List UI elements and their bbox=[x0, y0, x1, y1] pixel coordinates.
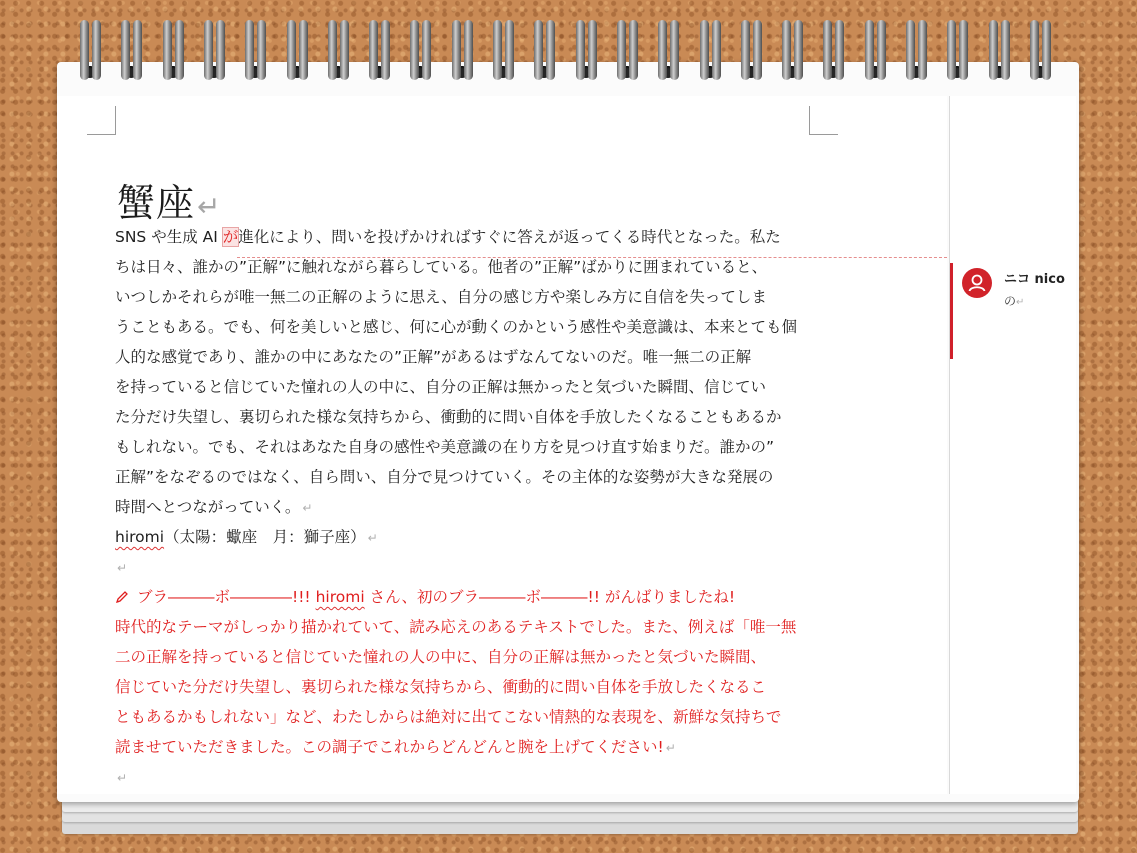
binding-ring bbox=[546, 20, 555, 80]
empty-line[interactable] bbox=[115, 762, 815, 792]
paragraph-mark-icon: ↵ bbox=[117, 561, 128, 575]
pencil-icon bbox=[115, 590, 129, 604]
binding-ring bbox=[617, 20, 626, 80]
binding-ring bbox=[877, 20, 886, 80]
author-signs[interactable]: （太陽：蠍座 月：獅子座） bbox=[164, 528, 366, 546]
comment-author: ニコ nico bbox=[1004, 272, 1065, 287]
binding-ring bbox=[204, 20, 213, 80]
binding-ring bbox=[80, 20, 89, 80]
binding-ring bbox=[989, 20, 998, 80]
binding-ring bbox=[340, 20, 349, 80]
binding-ring bbox=[835, 20, 844, 80]
binding-ring bbox=[493, 20, 502, 80]
author-line[interactable] bbox=[115, 522, 815, 552]
binding-ring bbox=[410, 20, 419, 80]
feedback-line[interactable]: 信じていた分だけ失望し、裏切られた様な気持ちから、衝動的に問い自体を手放したくなるこ bbox=[115, 678, 767, 696]
binding-ring bbox=[947, 20, 956, 80]
binding-ring bbox=[576, 20, 585, 80]
essay-line[interactable]: うこともある。でも、何を美しいと感じ、何に心が動くのかという感性や美意識は、本来とても個 bbox=[115, 318, 798, 336]
notebook-page bbox=[57, 62, 1079, 802]
essay-line[interactable]: 正解”をなぞるのではなく、自ら問い、自分で見つけていく。その主体的な姿勢が大きな発展の bbox=[115, 468, 774, 486]
essay-line[interactable]: 人的な感覚であり、誰かの中にあなたの”正解”があるはずなんてないのだ。唯一無二の正解 bbox=[115, 348, 752, 366]
essay-body[interactable] bbox=[115, 222, 815, 792]
binding-ring bbox=[464, 20, 473, 80]
feedback-line[interactable]: 二の正解を持っていると信じていた憧れの人の中に、自分の正解は無かったと気づいた瞬間、 bbox=[115, 648, 767, 666]
binding-ring bbox=[452, 20, 461, 80]
avatar-icon[interactable] bbox=[962, 268, 992, 298]
feedback-line[interactable]: 読ませていただきました。この調子でこれからどんどんと腕を上げてください! ↵ bbox=[115, 738, 676, 756]
paragraph-mark-icon: ↵ bbox=[665, 741, 676, 755]
binding-ring bbox=[369, 20, 378, 80]
essay-line[interactable]: 時間へとつながっていく。 ↵ bbox=[115, 498, 313, 516]
binding-ring bbox=[245, 20, 254, 80]
binding-ring bbox=[959, 20, 968, 80]
essay-line[interactable]: SNS や生成 AI が進化により、問いを投げかければすぐに答えが返ってくる時代となった。私た bbox=[115, 228, 781, 246]
binding-ring bbox=[782, 20, 791, 80]
binding-ring bbox=[422, 20, 431, 80]
binding-ring bbox=[712, 20, 721, 80]
paragraph-mark-icon: ↵ bbox=[117, 771, 128, 785]
binding-ring bbox=[163, 20, 172, 80]
binding-ring bbox=[121, 20, 130, 80]
margin-corner-mark bbox=[809, 106, 838, 135]
empty-line[interactable] bbox=[115, 552, 815, 582]
essay-line[interactable]: た分だけ失望し、裏切られた様な気持ちから、衝動的に問い自体を手放したくなることもあるか bbox=[115, 408, 782, 426]
binding-ring bbox=[629, 20, 638, 80]
feedback-author-name[interactable]: hiromi bbox=[315, 588, 365, 606]
spiral-binding bbox=[70, 20, 1060, 90]
paragraph-mark-icon: ↵ bbox=[367, 531, 378, 545]
binding-ring bbox=[133, 20, 142, 80]
binding-ring bbox=[906, 20, 915, 80]
binding-ring bbox=[1042, 20, 1051, 80]
binding-ring bbox=[794, 20, 803, 80]
binding-ring bbox=[257, 20, 266, 80]
binding-ring bbox=[381, 20, 390, 80]
title-text[interactable]: 蟹座 bbox=[117, 181, 196, 225]
commented-text-highlight[interactable]: が bbox=[222, 228, 239, 246]
binding-ring bbox=[175, 20, 184, 80]
paragraph-mark-icon: ↵ bbox=[302, 501, 313, 515]
binding-ring bbox=[287, 20, 296, 80]
comment-text[interactable]: の↵ bbox=[1004, 294, 1025, 308]
binding-ring bbox=[588, 20, 597, 80]
essay-line[interactable]: を持っていると信じていた憧れの人の中に、自分の正解は無かったと気づいた瞬間、信じてい bbox=[115, 378, 767, 396]
binding-ring bbox=[753, 20, 762, 80]
binding-ring bbox=[1030, 20, 1039, 80]
paragraph-mark-icon: ↵ bbox=[1016, 297, 1025, 308]
binding-ring bbox=[700, 20, 709, 80]
author-name[interactable]: hiromi bbox=[115, 528, 165, 546]
essay-line[interactable]: いつしかそれらが唯一無二の正解のように思え、自分の感じ方や楽しみ方に自信を失ってしま bbox=[115, 288, 767, 306]
binding-ring bbox=[1001, 20, 1010, 80]
feedback-line[interactable]: ブラ―――ボ――――!!! hiromi さん、初のブラ―――ボ―――!! がんばりましたね! bbox=[115, 582, 815, 612]
document-area bbox=[57, 96, 947, 794]
user-silhouette-icon bbox=[962, 268, 992, 298]
binding-ring bbox=[505, 20, 514, 80]
comment-accent-bar bbox=[950, 263, 953, 359]
binding-ring bbox=[534, 20, 543, 80]
paragraph-mark-icon: ↵ bbox=[197, 190, 222, 223]
binding-ring bbox=[299, 20, 308, 80]
essay-line[interactable]: ちは日々、誰かの”正解”に触れながら暮らしている。他者の”正解”ばかりに囲まれていると、 bbox=[115, 258, 768, 276]
comment-pane bbox=[949, 96, 1076, 794]
essay-line[interactable]: もしれない。でも、それはあなた自身の感性や美意識の在り方を見つけ直す始まりだ。誰かの” bbox=[115, 438, 775, 456]
binding-ring bbox=[918, 20, 927, 80]
feedback-block[interactable] bbox=[115, 582, 815, 762]
binding-ring bbox=[741, 20, 750, 80]
feedback-line[interactable]: ともあるかもしれない」など、わたしからは絶対に出てこない情熱的な表現を、新鮮な気持ちで bbox=[115, 708, 782, 726]
binding-ring bbox=[216, 20, 225, 80]
binding-ring bbox=[328, 20, 337, 80]
document-title[interactable] bbox=[117, 172, 221, 227]
binding-ring bbox=[670, 20, 679, 80]
binding-ring bbox=[865, 20, 874, 80]
binding-ring bbox=[658, 20, 667, 80]
margin-corner-mark bbox=[87, 106, 116, 135]
binding-ring bbox=[823, 20, 832, 80]
feedback-line[interactable]: 時代的なテーマがしっかり描かれていて、読み応えのあるテキストでした。また、例えば「唯一無 bbox=[115, 618, 797, 636]
binding-ring bbox=[92, 20, 101, 80]
